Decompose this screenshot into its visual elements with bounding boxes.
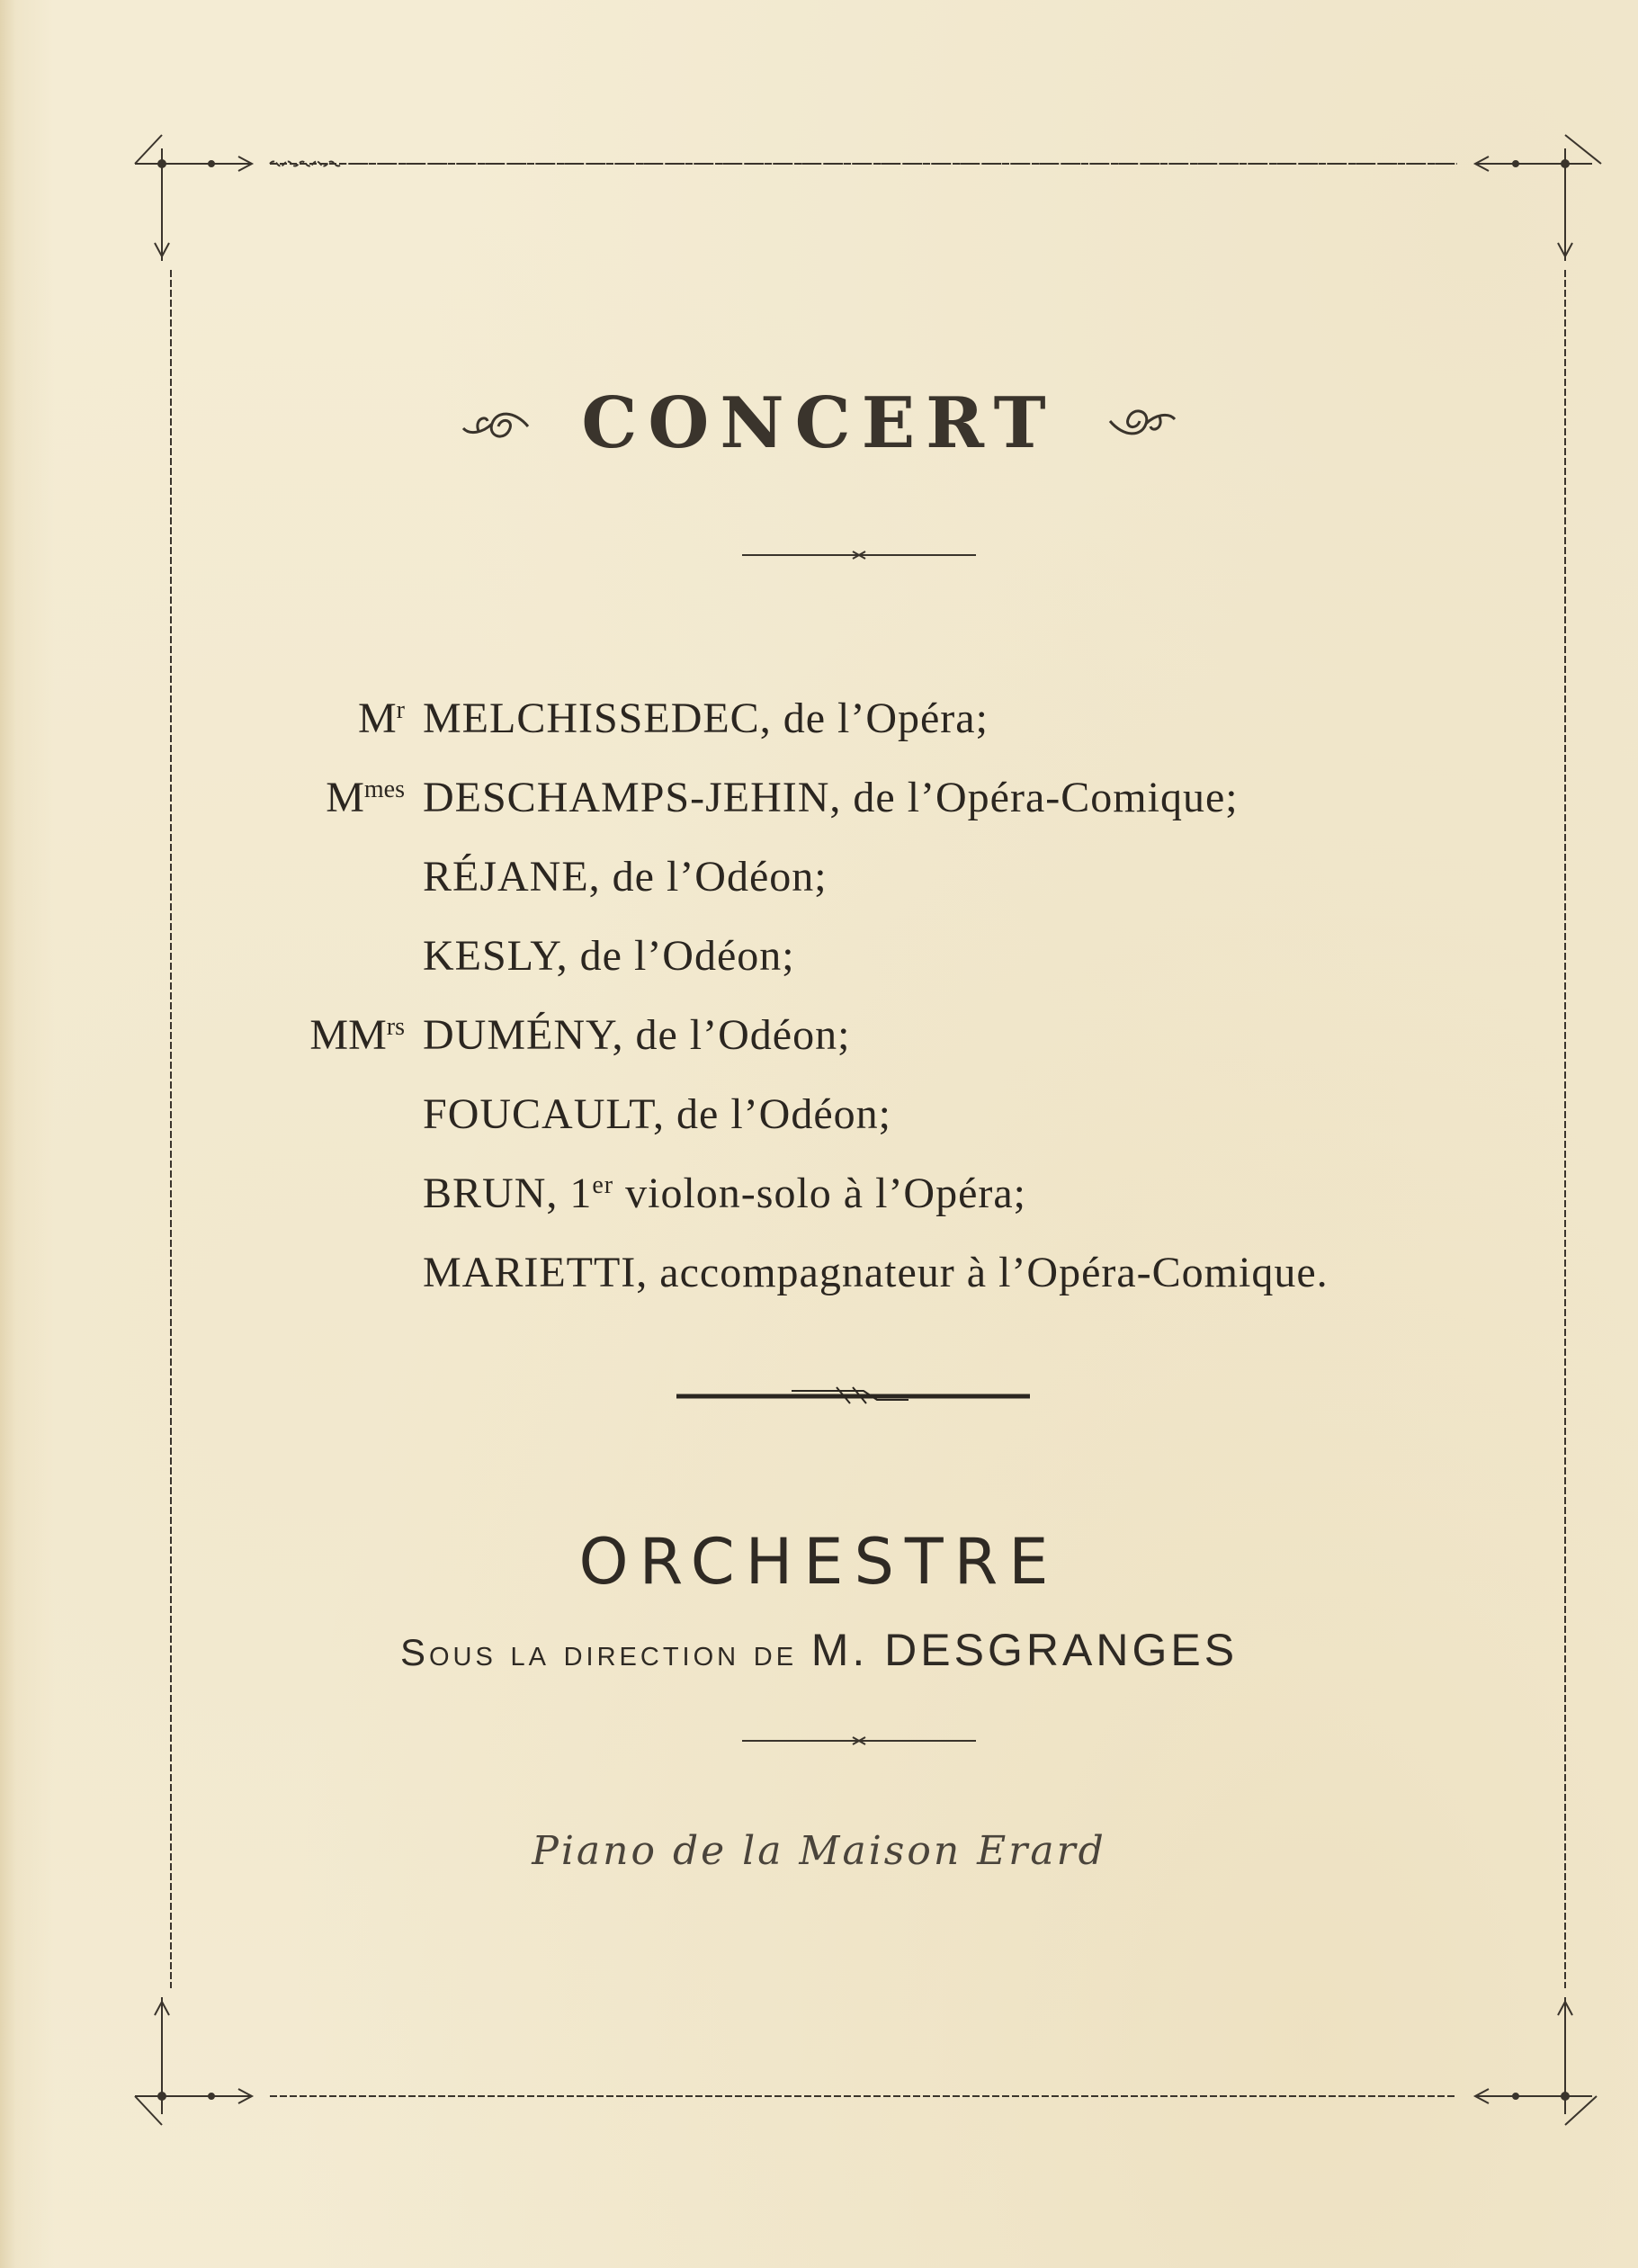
performer-entry: MARIETTI, accompagnateur à l’Opéra-Comique. xyxy=(423,1249,1329,1296)
performer-entry: MELCHISSEDEC, de l’Opéra; xyxy=(423,695,989,742)
performer-row xyxy=(288,996,1493,1075)
performer-row xyxy=(288,1154,1493,1233)
performer-entry: BRUN, 1er violon-solo à l’Opéra; xyxy=(423,1170,1027,1217)
subtitle-lead: Sous la direction de xyxy=(399,1631,811,1673)
flourish-left-icon xyxy=(461,401,533,446)
concert-title xyxy=(0,382,1638,464)
divider-3 xyxy=(742,1737,976,1744)
performer-entry: FOUCAULT, de l’Odéon; xyxy=(423,1090,891,1138)
corner-bottom-right xyxy=(1475,1997,1597,2125)
corner-top-right xyxy=(1475,135,1601,261)
performer-entry: RÉJANE, de l’Odéon; xyxy=(423,853,828,901)
performer-entry: KESLY, de l’Odéon; xyxy=(423,932,795,980)
page-title: CONCERT xyxy=(581,382,1057,464)
performer-entry: DESCHAMPS-JEHIN, de l’Opéra-Comique; xyxy=(423,774,1239,821)
performer-entry: DUMÉNY, de l’Odéon; xyxy=(423,1011,851,1059)
corner-top-left xyxy=(135,135,252,261)
performer-row xyxy=(288,1233,1493,1313)
performer-row xyxy=(288,917,1493,996)
divider-2 xyxy=(676,1387,1030,1403)
flourish-right-icon xyxy=(1105,401,1177,446)
orchestra-title: ORCHESTRE xyxy=(578,1525,1060,1599)
orchestra-subtitle xyxy=(0,1624,1638,1676)
piano-note: Piano de la Maison Erard xyxy=(532,1828,1106,1874)
title-prefix: $M^{mes}$ xyxy=(326,774,405,821)
divider-1 xyxy=(742,551,976,559)
performer-row xyxy=(288,838,1493,917)
performer-list xyxy=(288,679,1493,1313)
conductor-name: M. DESGRANGES xyxy=(810,1625,1239,1675)
corner-bottom-left xyxy=(135,1997,252,2125)
performer-row xyxy=(288,758,1493,838)
performer-row xyxy=(288,1075,1493,1154)
performer-row xyxy=(288,679,1493,758)
title-prefix: $M^r$ xyxy=(357,695,405,742)
title-prefix: $MM^{rs}$ xyxy=(309,1011,405,1059)
